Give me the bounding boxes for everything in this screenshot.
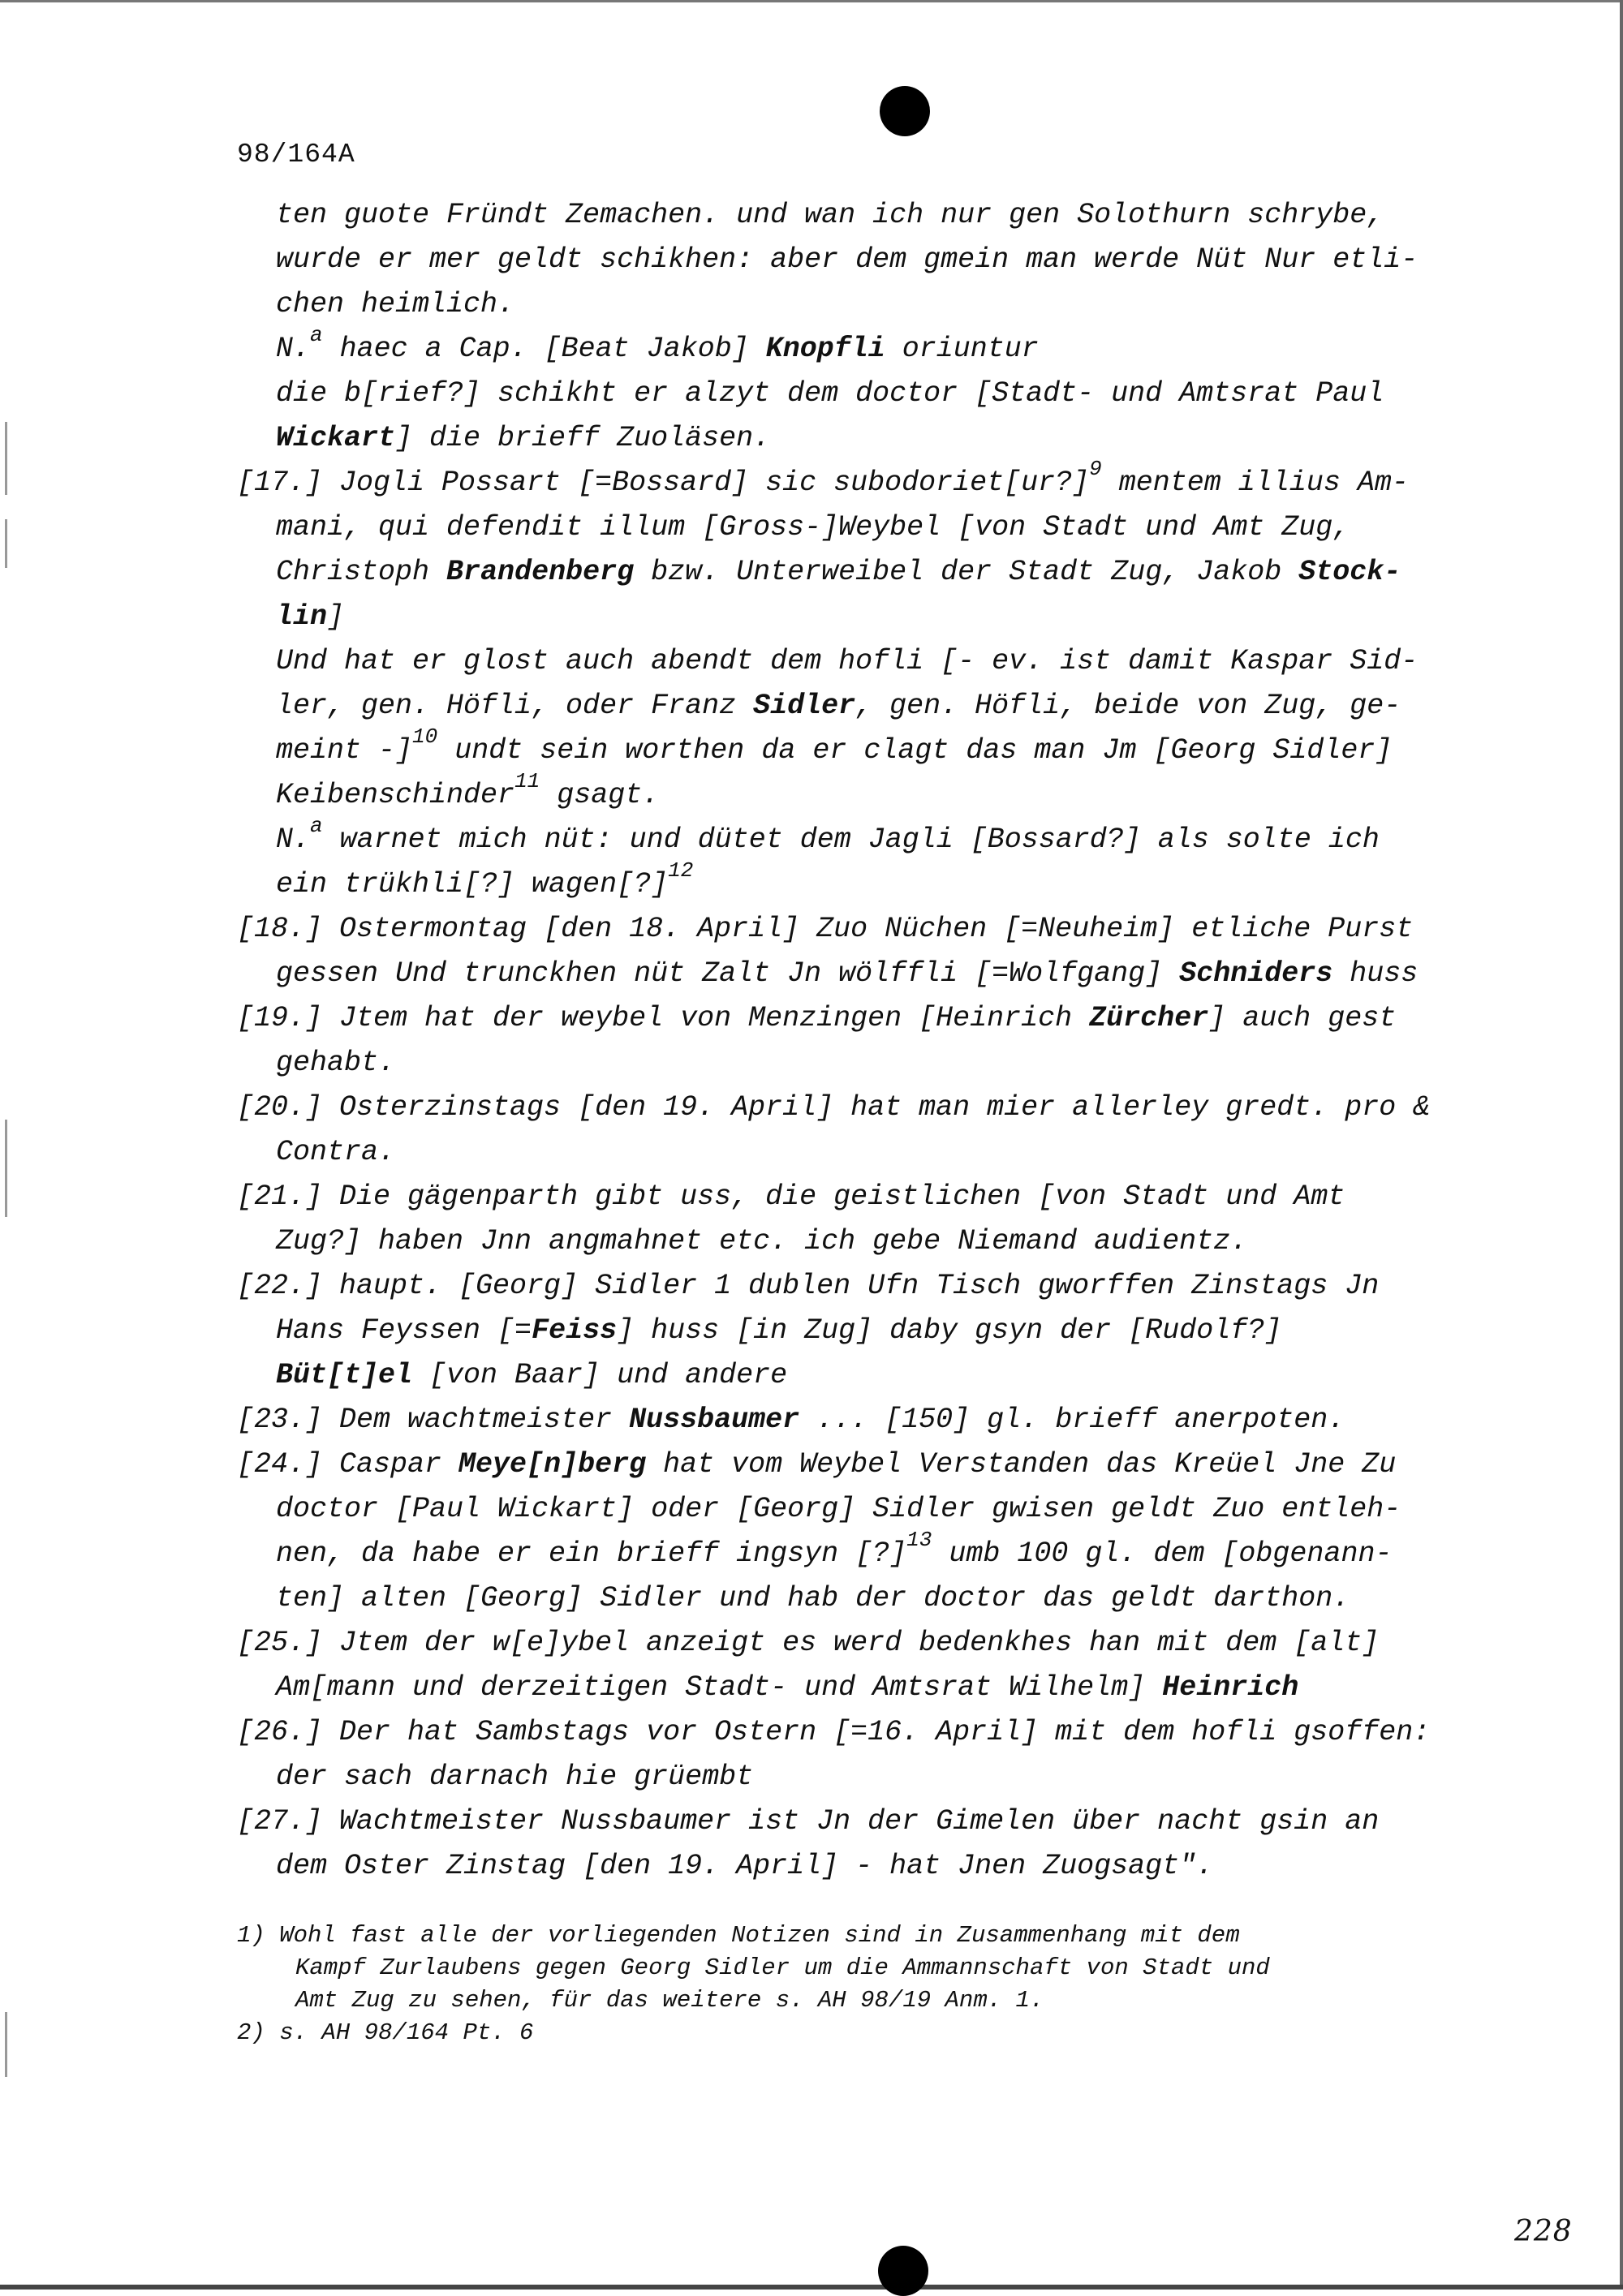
text-line: [26.] Der hat Sambstags vor Ostern [=16. April] mit dem hofli gsoffen: — [237, 1716, 1431, 1748]
scan-edge-mark — [5, 2012, 7, 2077]
text-line: [22.] haupt. [Georg] Sidler 1 dublen Ufn Tisch gworffen Zinstags Jn — [237, 1270, 1380, 1302]
text-line: Christoph Brandenberg bzw. Unterweibel der Stadt Zug, Jakob Stock- — [276, 556, 1401, 588]
person-name: Brandenberg — [446, 556, 635, 588]
text-line: doctor [Paul Wickart] oder [Georg] Sidler gwisen geldt Zuo entleh- — [276, 1493, 1401, 1525]
text-line: [21.] Die gägenparth gibt uss, die geistlichen [von Stadt und Amt — [237, 1180, 1345, 1213]
text-line: Und hat er glost auch abendt dem hofli [- ev. ist damit Kaspar Sid- — [276, 645, 1419, 677]
footnote: 2) s. AH 98/164 Pt. 6 — [237, 2019, 534, 2046]
text-line: N.$^a$ warnet mich nüt: und dütet dem Jagli [Bossard?] als solte ich — [276, 814, 1380, 856]
text-line: gessen Und trunckhen nüt Zalt Jn wölffli [=Wolfgang] Schniders huss — [276, 957, 1419, 990]
text-line: ein trükhli[?] wagen[?]$^{12}$ — [276, 858, 694, 901]
document-body — [237, 193, 1487, 1889]
person-name: Knopfli — [765, 333, 885, 365]
footnote-continuation: Amt Zug zu sehen, für das weitere s. AH 98/19 Anm. 1. — [295, 1987, 1044, 2014]
person-name: Schniders — [1179, 957, 1333, 990]
scan-border-bottom — [0, 2285, 1623, 2290]
person-name: Meye[n]berg — [458, 1448, 647, 1481]
text-line: ten guote Fründt Zemachen. und wan ich nur gen Solothurn schrybe, — [276, 199, 1384, 231]
text-line: Contra. — [276, 1136, 396, 1168]
text-line: chen heimlich. — [276, 288, 515, 320]
footnotes — [237, 1920, 1535, 2049]
punch-hole-bottom — [878, 2246, 928, 2296]
person-name: Büt[t]el — [276, 1359, 413, 1391]
handwritten-page-number: 228 — [1514, 2215, 1573, 2248]
person-name: Nussbaumer — [629, 1404, 800, 1436]
footnote: 1) Wohl fast alle der vorliegenden Notizen sind in Zusammenhang mit dem — [237, 1922, 1240, 1949]
person-name: Wickart — [276, 422, 396, 454]
text-line: N.$^a$ haec a Cap. [Beat Jakob] Knopfli oriuntur — [276, 323, 1039, 365]
text-line: [27.] Wachtmeister Nussbaumer ist Jn der Gimelen über nacht gsin an — [237, 1805, 1380, 1838]
text-line: [17.] Jogli Possart [=Bossard] sic subodoriet[ur?]$^9$ mentem illius Am- — [237, 457, 1409, 499]
person-name: Stock- — [1298, 556, 1401, 588]
text-line: nen, da habe er ein brieff ingsyn [?]$^{13}$ umb 100 gl. dem [obgenann- — [276, 1528, 1393, 1570]
text-line: Zug?] haben Jnn angmahnet etc. ich gebe Niemand audientz. — [276, 1225, 1248, 1258]
person-name: Zürcher — [1089, 1002, 1209, 1034]
text-line: ler, gen. Höfli, oder Franz Sidler, gen. Höfli, beide von Zug, ge- — [276, 690, 1401, 722]
person-name: Heinrich — [1162, 1671, 1299, 1704]
text-line: [24.] Caspar Meye[n]berg hat vom Weybel Verstanden das Kreüel Jne Zu — [237, 1448, 1397, 1481]
text-line: Hans Feyssen [=Feiss] huss [in Zug] daby gsyn der [Rudolf?] — [276, 1314, 1282, 1347]
text-line: meint -]$^{10}$ undt sein worthen da er clagt das man Jm [Georg Sidler] — [276, 724, 1393, 767]
text-line: [23.] Dem wachtmeister Nussbaumer ... [150] gl. brieff anerpoten. — [237, 1404, 1345, 1436]
text-line: [25.] Jtem der w[e]ybel anzeigt es werd bedenkhes han mit dem [alt] — [237, 1627, 1380, 1659]
text-line: Büt[t]el [von Baar] und andere — [276, 1359, 788, 1391]
person-name: Sidler — [753, 690, 856, 722]
text-line: [18.] Ostermontag [den 18. April] Zuo Nüchen [=Neuheim] etliche Purst — [237, 913, 1414, 945]
scan-border-top — [0, 0, 1623, 2]
text-line: ten] alten [Georg] Sidler und hab der doctor das geldt darthon. — [276, 1582, 1350, 1615]
text-line: Wickart] die brieff Zuoläsen. — [276, 422, 771, 454]
text-line: lin] — [276, 600, 345, 633]
person-name: Feiss — [532, 1314, 618, 1347]
scan-edge-mark — [5, 519, 7, 568]
document-reference: 98/164A — [237, 140, 355, 170]
text-line: [20.] Osterzinstags [den 19. April] hat man mier allerley gredt. pro & — [237, 1091, 1431, 1124]
text-line: [19.] Jtem hat der weybel von Menzingen [Heinrich Zürcher] auch gest — [237, 1002, 1397, 1034]
text-line: mani, qui defendit illum [Gross-]Weybel [von Stadt und Amt Zug, — [276, 511, 1350, 544]
footnote-continuation: Kampf Zurlaubens gegen Georg Sidler um die Ammannschaft von Stadt und — [295, 1954, 1270, 1981]
text-line: Am[mann und derzeitigen Stadt- und Amtsrat Wilhelm] Heinrich — [276, 1671, 1299, 1704]
person-name: lin — [276, 600, 328, 633]
text-line: gehabt. — [276, 1047, 396, 1079]
text-line: dem Oster Zinstag [den 19. April] - hat Jnen Zuogsagt". — [276, 1850, 1214, 1882]
text-line: die b[rief?] schikht er alzyt dem doctor [Stadt- und Amtsrat Paul — [276, 377, 1384, 410]
scan-edge-mark — [5, 1120, 7, 1217]
scan-edge-mark — [5, 422, 7, 495]
scan-border-right — [1620, 0, 1623, 2290]
text-line: wurde er mer geldt schikhen: aber dem gmein man werde Nüt Nur etli- — [276, 243, 1419, 276]
punch-hole-top — [880, 86, 930, 136]
text-line: der sach darnach hie grüembt — [276, 1761, 754, 1793]
text-line: Keibenschinder$^{11}$ gsagt. — [276, 769, 660, 811]
